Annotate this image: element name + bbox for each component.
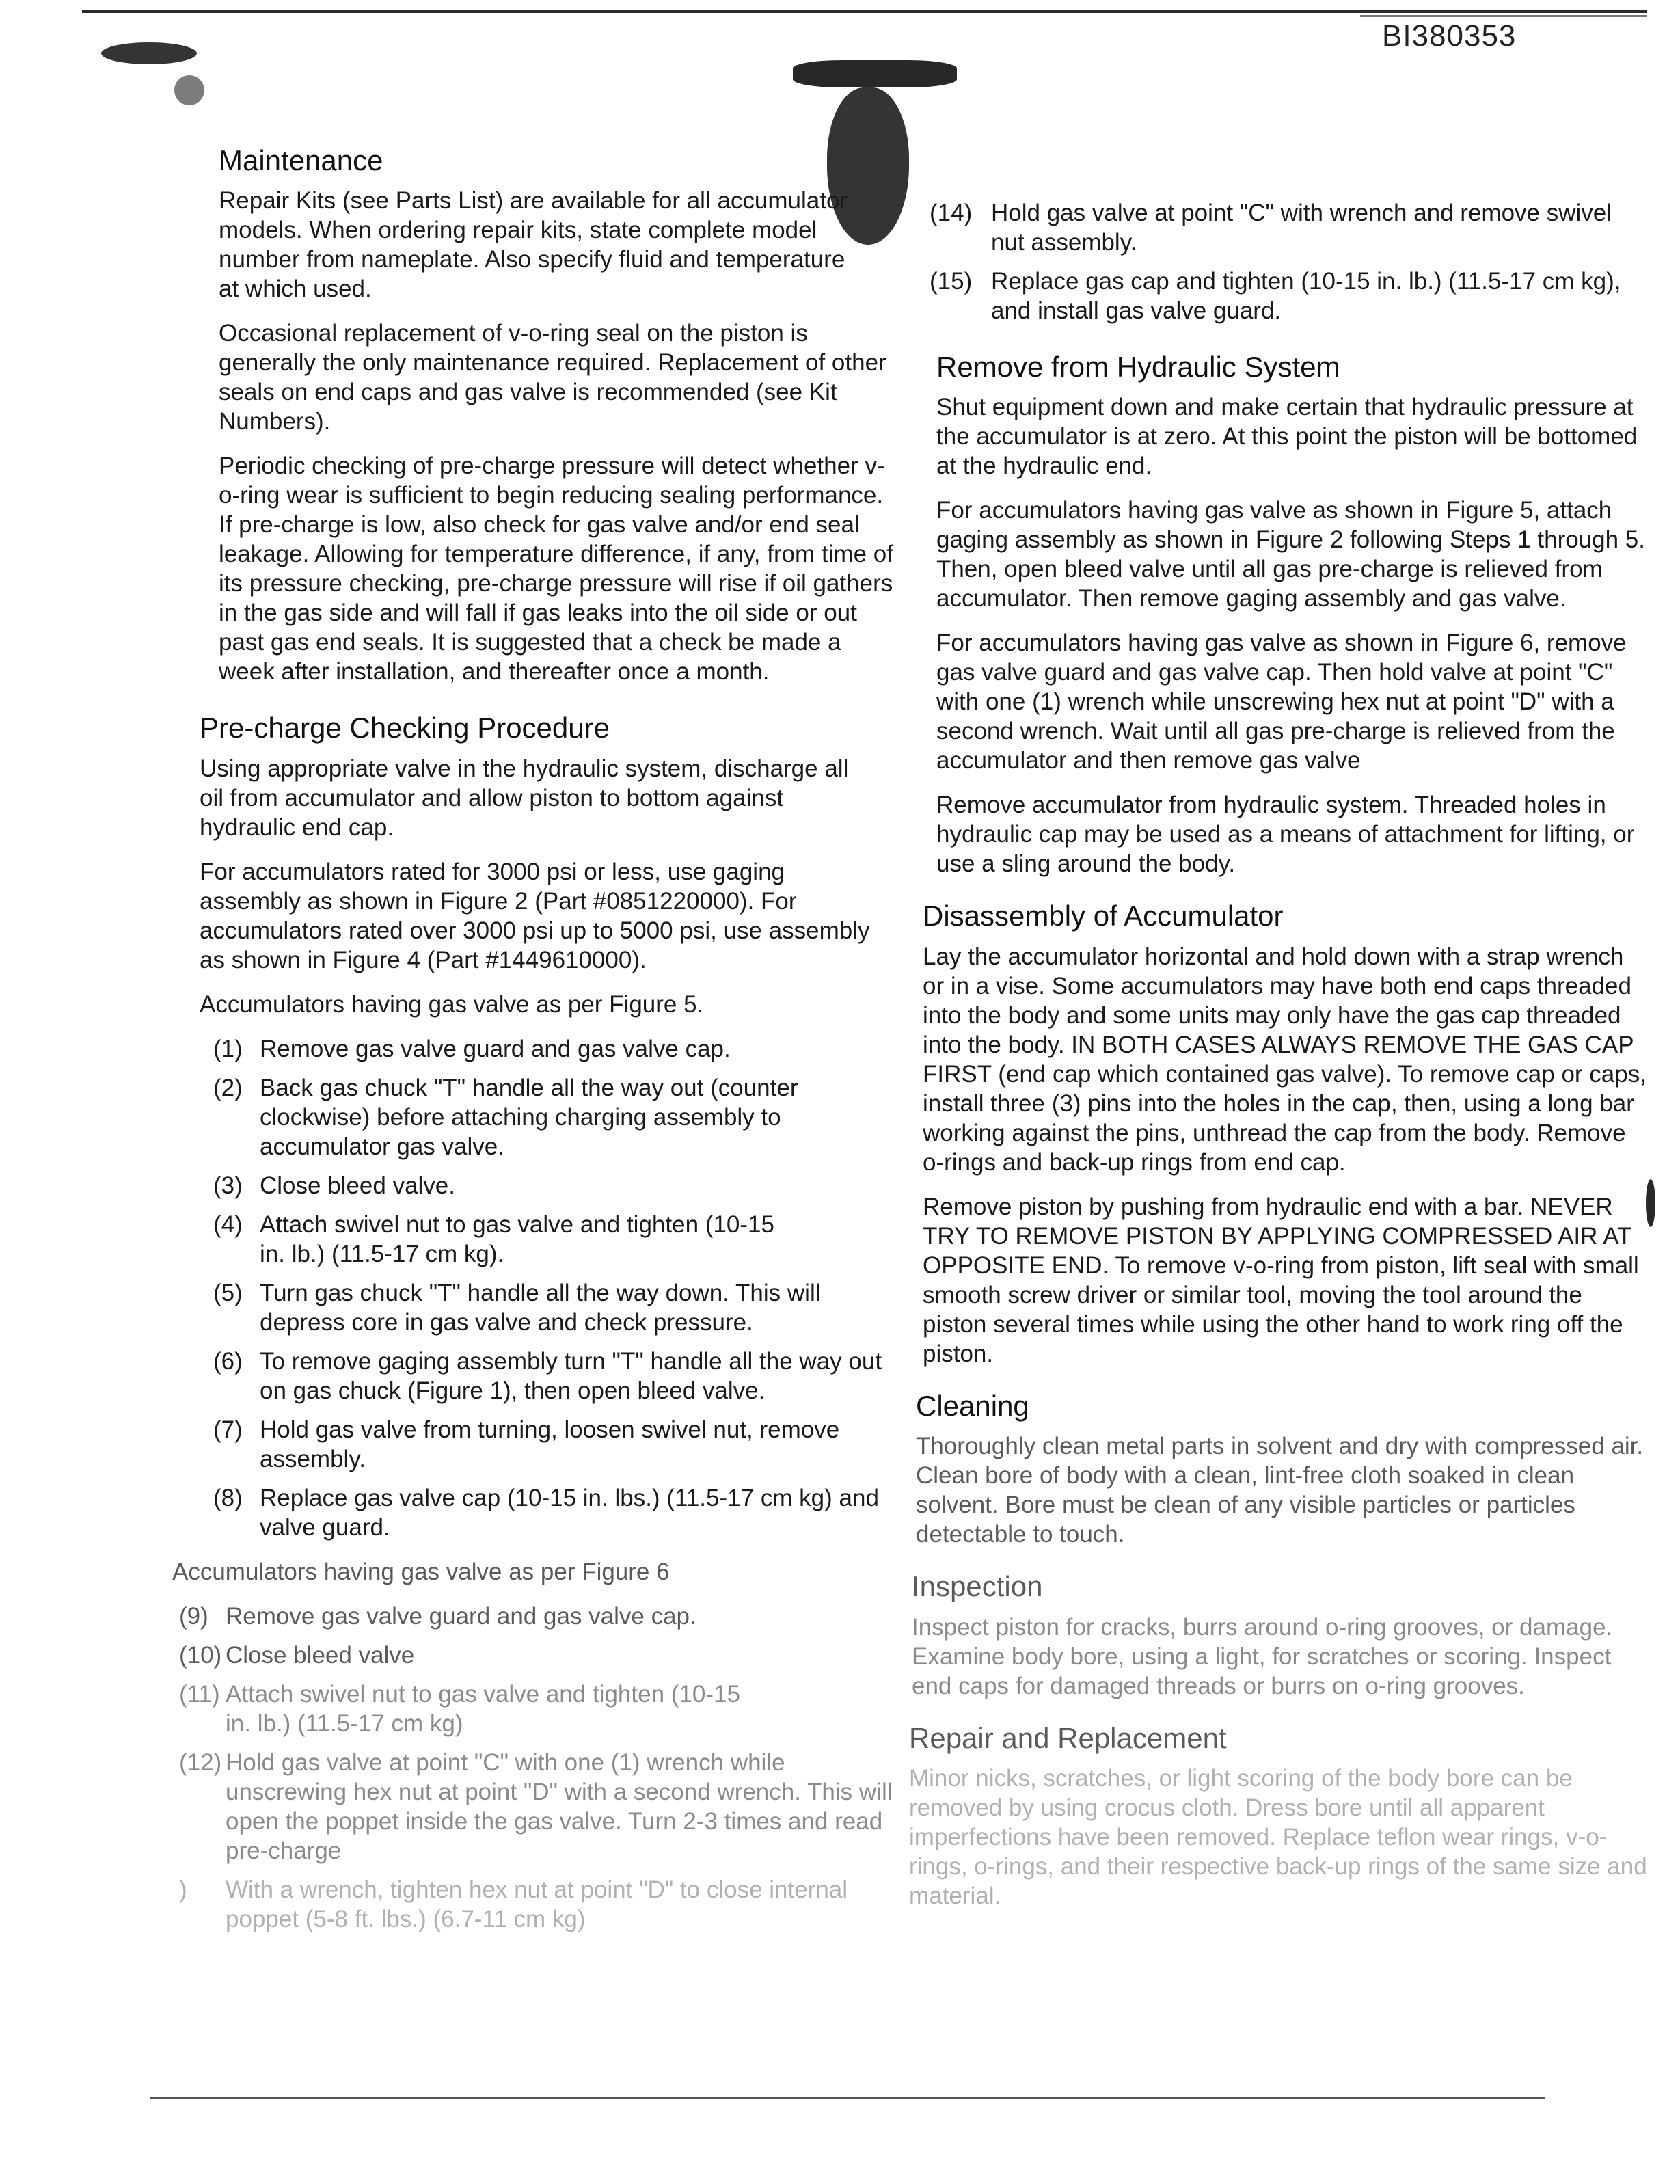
disassembly-section [923,899,1647,1368]
list-item: (3) Close bleed valve. [213,1172,455,1199]
list-item: ) With a wrench, tighten hex nut at point "D" to close internal poppet (5-8 ft. lbs.) (6.7-11 cm kg) [179,1876,848,1932]
repair-heading: Repair and Replacement [909,1721,1227,1754]
list-item: (8) Replace gas valve cap (10-15 in. lbs.) (11.5-17 cm kg) and valve guard. [213,1484,879,1541]
list-item: (7) Hold gas valve from turning, loosen swivel nut, remove assembly. [213,1416,840,1472]
fig5-steps [200,1034,894,1542]
cleaning-heading: Cleaning [916,1389,1029,1422]
precharge-paragraph: For accumulators rated for 3000 psi or less, use gaging assembly as shown in Figure 2 (Part #0851220000). For accumulators rated over 3000 psi up to 5000 psi, use assembly as shown in Figure 4 (Part #1449610000). [200,858,870,973]
disassembly-heading: Disassembly of Accumulator [923,900,1284,932]
precharge-paragraph: Using appropriate valve in the hydraulic system, discharge all oil from accumulator and allow piston to bottom against hydraulic end cap. [200,755,849,841]
top-rule-secondary [1360,15,1647,17]
disassembly-paragraph: Remove piston by pushing from hydraulic end with a bar. NEVER TRY TO REMOVE PISTON BY APPLYING COMPRESSED AIR AT OPPOSITE END. To remove v-o-ring from piston, lift seal with small smooth screw driver or similar tool, moving the tool around the piston several times while using the other hand to work ring off the piston. [923,1193,1639,1367]
list-item: (2) Back gas chuck "T" handle all the way out (counter clockwise) before attaching charging assembly to accumulator gas valve. [213,1074,798,1160]
maintenance-heading: Maintenance [219,144,383,176]
list-item: (9) Remove gas valve guard and gas valve cap. [179,1602,696,1630]
disassembly-paragraph: Lay the accumulator horizontal and hold down with a strap wrench or in a vise. Some accumulators may have both end caps threaded into the body and some units may only have the gas cap threaded into the body. IN BOTH CASES ALWAYS REMOVE THE GAS CAP FIRST (end cap which contained gas valve). To remove cap or caps, install three (3) pins into the holes in the cap, then, using a long bar working against the pins, unthread the cap from the body. Remove o-rings and back-up rings from end cap. [923,943,1647,1176]
precharge-section [170,711,894,1933]
remove-paragraph: For accumulators having gas valve as shown in Figure 5, attach gaging assembly as shown in Figure 2 following Steps 1 through 5. Then, open bleed valve until all gas pre-charge is relieved from accumulator. Then remove gaging assembly and gas valve. [936,497,1645,612]
remove-paragraph: Shut equipment down and make certain that hydraulic pressure at the accumulator is at zero. At this point the piston will be bottomed at the hydraulic end. [936,394,1638,480]
inspection-section [912,1569,1647,1700]
precharge-heading: Pre-charge Checking Procedure [200,712,610,744]
inspection-heading: Inspection [912,1570,1043,1603]
list-item: (4) Attach swivel nut to gas valve and tighten (10-15 in. lb.) (11.5-17 cm kg). [213,1211,774,1267]
scan-smudge [793,60,957,87]
list-item: (14) Hold gas valve at point "C" with wrench and remove swivel nut assembly. [930,200,1612,256]
inspection-paragraph: Inspect piston for cracks, burrs around o-ring grooves, or damage. Examine body bore, using a light, for scratches or scoring. Inspect end caps for damaged threads or burrs on o-ring grooves. [912,1613,1613,1699]
top-rule [82,10,1647,13]
maintenance-paragraph: Occasional replacement of v-o-ring seal on the piston is generally the only maintenance required. Replacement of other seals on end caps and gas valve is recommended (see Kit Numbers). [219,320,886,435]
repair-paragraph: Minor nicks, scratches, or light scoring of the body bore can be removed by using crocus cloth. Dress bore until all apparent imperfections have been removed. Replace teflon wear rings, v-o-rings, o-rings, and their respective back-up rings of the same size and material. [909,1764,1647,1909]
fig6-intro: Accumulators having gas valve as per Figure 6 [172,1558,670,1585]
scan-smudge [101,42,197,64]
continued-steps [930,198,1647,325]
list-item: (6) To remove gaging assembly turn "T" handle all the way out on gas chuck (Figure 1), then open bleed valve. [213,1347,882,1404]
bottom-rule [150,2097,1545,2099]
right-column [889,198,1647,1926]
document-id: BI380353 [1382,19,1517,53]
scan-smudge [1646,1179,1655,1227]
list-item: (11) Attach swivel nut to gas valve and tighten (10-15 in. lb.) (11.5-17 cm kg) [179,1680,740,1737]
fig5-intro: Accumulators having gas valve as per Figure 5. [200,990,704,1018]
cleaning-paragraph: Thoroughly clean metal parts in solvent and dry with compressed air. Clean bore of body with a clean, lint-free cloth soaked in clean solvent. Bore must be clean of any visible particles or particles detectable to touch. [916,1433,1644,1548]
maintenance-paragraph: Periodic checking of pre-charge pressure will detect whether v-o-ring wear is sufficient to begin reducing sealing performance. If pre-charge is low, also check for gas valve and/or end seal leakage. Allowing for temperature difference, if any, from time of its pressure checking, pre-charge pressure will rise if oil gathers in the gas side and will fall if gas leaks into the oil side or out past gas end seals. It is suggested that a check be made a week after installation, and thereafter once a month. [219,453,893,686]
repair-section [909,1721,1647,1911]
remove-heading: Remove from Hydraulic System [936,351,1340,383]
list-item: (1) Remove gas valve guard and gas valve cap. [213,1035,731,1062]
left-column [170,144,894,1949]
list-item: (12) Hold gas valve at point "C" with one (1) wrench while unscrewing hex nut at point "D" with a second wrench. This will open the poppet inside the gas valve. Turn 2-3 times and read pre-charge [179,1749,893,1864]
maintenance-section [170,144,894,686]
remove-paragraph: Remove accumulator from hydraulic system. Threaded holes in hydraulic cap may be used as a means of attachment for lifting, or use a sling around the body. [936,792,1635,878]
maintenance-paragraph: Repair Kits (see Parts List) are available for all accumulator models. When ordering repair kits, state complete model number from nameplate. Also specify fluid and temperature at which used. [219,187,848,303]
fig6-steps [179,1602,894,1934]
list-item: (5) Turn gas chuck "T" handle all the way down. This will depress core in gas valve and check pressure. [213,1279,821,1336]
list-item: (10) Close bleed valve [179,1641,415,1669]
scan-smudge [174,75,204,105]
list-item: (15) Replace gas cap and tighten (10-15 in. lb.) (11.5-17 cm kg), and install gas valve guard. [930,268,1621,324]
cleaning-section [916,1389,1647,1549]
remove-section [936,350,1647,878]
remove-paragraph: For accumulators having gas valve as shown in Figure 6, remove gas valve guard and gas valve cap. Then hold valve at point "C" with one (1) wrench while unscrewing hex nut at point "D" with a second wrench. Wait until all gas pre-charge is relieved from the accumulator and then remove gas valve [936,630,1627,774]
